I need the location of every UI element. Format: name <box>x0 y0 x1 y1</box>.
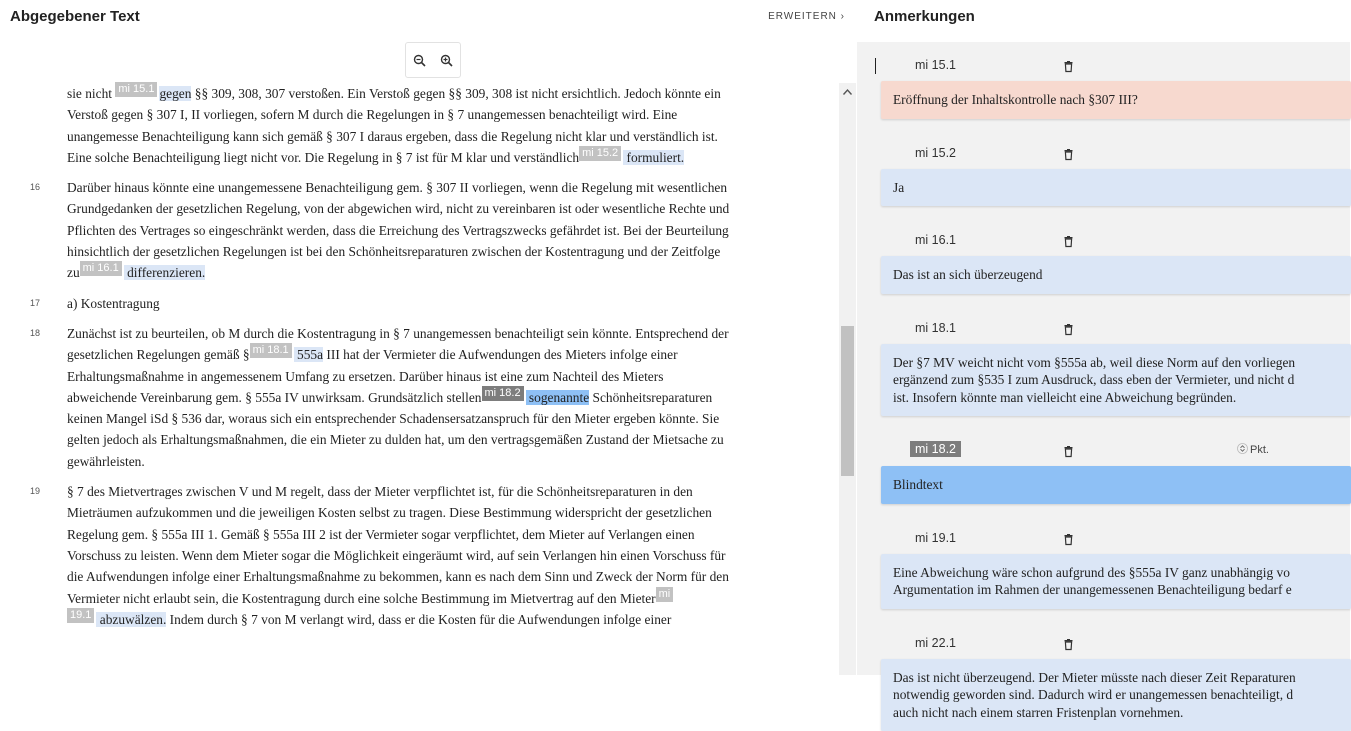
annotation-label[interactable]: mi 22.1 <box>915 636 956 650</box>
text-line <box>67 147 822 168</box>
annotation-header <box>881 229 1351 253</box>
text-segment: unangemesse Benachteiligung kann sich gemäß § 307 I daraus ergeben, dass die Regelung nicht klar und verständlich ist. <box>67 129 718 144</box>
text-segment: die Aufwendungen infolge einer Erhaltungsmaßnahme zu bekommen, kann es nach dem Sinn und Zweck der Norm für den <box>67 569 729 584</box>
panel-title: Abgegebener Text <box>10 8 140 25</box>
annotation-header <box>881 439 1351 463</box>
annotation-comment[interactable] <box>881 554 1351 609</box>
text-line <box>67 126 822 147</box>
comment-line: Eine Abweichung wäre schon aufgrund des §555a IV ganz unabhängig vo <box>893 564 1339 582</box>
scrollbar[interactable] <box>839 83 856 675</box>
text-segment: Schönheitsreparaturen <box>589 390 712 405</box>
text-line <box>67 262 822 283</box>
annotation-comment[interactable] <box>881 659 1351 731</box>
annotation-marker[interactable]: mi 15.1 <box>115 82 157 97</box>
text-segment: § 7 des Mietvertrages zwischen V und M regelt, dass der Mieter verpflichtet ist, für die Schönheitsreparaturen in den <box>67 484 693 499</box>
zoom-out-icon[interactable] <box>409 49 431 71</box>
text-line <box>67 323 822 344</box>
scrollbar-thumb[interactable] <box>841 326 854 476</box>
text-cursor <box>875 58 876 74</box>
text-highlight[interactable]: gegen <box>159 86 191 101</box>
annotation-label[interactable]: mi 15.1 <box>915 58 956 72</box>
text-paragraph <box>30 323 822 472</box>
scroll-up-arrow-icon[interactable] <box>839 83 856 100</box>
annotation-label[interactable]: mi 18.2 <box>910 441 961 457</box>
annotation-header <box>881 54 1351 78</box>
text-segment: Erhaltungsmaßnahme in angemessenem Umfang zu ersetzen. Darüber hinaus ist eine zum Nachteil des Mieters <box>67 369 663 384</box>
text-line <box>67 104 822 125</box>
annotation-label[interactable]: mi 19.1 <box>915 531 956 545</box>
text-line <box>67 387 822 408</box>
zoom-in-icon[interactable] <box>436 49 458 71</box>
text-paragraph <box>30 293 822 314</box>
text-segment: Vermieter nicht erlaubt sein, die Kostentragung durch eine solche Bestimmung im Mietvertrag auf den Mieter <box>67 591 656 606</box>
text-highlight[interactable]: abzuwälzen. <box>96 612 166 627</box>
annotation-comment[interactable] <box>881 344 1351 417</box>
text-line <box>67 545 822 566</box>
annotation-marker[interactable]: mi 15.2 <box>579 146 621 161</box>
text-line <box>67 198 822 219</box>
paragraph-number: 16 <box>30 177 50 198</box>
text-segment: keinen Mangel iSd § 536 dar, woraus sich ein entsprechender Schadensersatzanspruch für den Mieter ergeben könnte. Sie <box>67 411 719 426</box>
text-segment: gewährleisten. <box>67 454 145 469</box>
delete-icon[interactable] <box>1064 322 1073 340</box>
expand-button[interactable]: ERWEITERN › <box>768 11 845 22</box>
text-line <box>67 408 822 429</box>
delete-icon[interactable] <box>1064 59 1073 77</box>
text-highlight[interactable]: formuliert. <box>623 150 684 165</box>
text-line <box>67 451 822 472</box>
comment-line: Das ist an sich überzeugend <box>893 266 1339 284</box>
comment-line: Ja <box>893 179 1339 197</box>
annotations-panel <box>857 0 1350 675</box>
comment-line: Argumentation im Rahmen der unangemessenen Benachteiligung bedarf e <box>893 581 1339 599</box>
comment-line: ergänzend zum §535 I zum Ausdruck, dass eben der Vermieter, und nicht d <box>893 371 1339 389</box>
text-line <box>67 220 822 241</box>
comment-line: ist. Insofern könnte man vielleicht eine Abweichung begründen. <box>893 389 1339 407</box>
annotation-marker[interactable]: mi 18.2 <box>482 386 524 401</box>
points-stepper[interactable] <box>1237 443 1269 457</box>
text-line <box>67 241 822 262</box>
text-segment: sie nicht <box>67 86 115 101</box>
annotation-comment[interactable] <box>881 256 1351 294</box>
delete-icon[interactable] <box>1064 532 1073 550</box>
text-segment: Verstoß gegen § 307 I, II vorliegen, sofern M durch die Regelungen in § 7 unangemessen benachteiligt wird. Eine <box>67 107 677 122</box>
text-segment: Zunächst ist zu beurteilen, ob M durch die Kostentragung in § 7 unangemessen benachteiligt sein könnte. Entsprechend der <box>67 326 729 341</box>
text-segment: gelten jedoch als Erhaltungsmaßnahmen, die ein Mieter zu dulden hat, um den vertragsgemäßen Zustand der Mietsache zu <box>67 432 724 447</box>
text-paragraph <box>30 481 822 630</box>
text-line <box>67 83 822 104</box>
text-segment: §§ 309, 308, 307 verstoßen. Ein Verstoß gegen §§ 309, 308 ist nicht ersichtlich. Jedoch könnte ein <box>191 86 720 101</box>
comment-line: Blindtext <box>893 476 1339 494</box>
paragraph-number: 17 <box>30 293 50 314</box>
comment-line: auch nicht nach einem starren Fristenplan vornehmen. <box>893 704 1339 722</box>
text-segment: gesetzlichen Regelungen gemäß § <box>67 347 250 362</box>
text-paragraph <box>30 177 822 283</box>
text-segment: Grundgedanken der gesetzlichen Regelung, von der abgewichen wird, nicht zu vereinbaren ist oder wesentliche Rechte und <box>67 201 729 216</box>
delete-icon[interactable] <box>1064 637 1073 655</box>
annotation-marker[interactable]: mi 16.1 <box>80 261 122 276</box>
annotation-header <box>881 317 1351 341</box>
text-line <box>67 524 822 545</box>
annotation-header <box>881 632 1351 656</box>
text-segment: Indem durch § 7 von M verlangt wird, dass er die Kosten für die Aufwendungen infolge einer <box>166 612 671 627</box>
annotation-marker[interactable]: mi 18.1 <box>250 343 292 358</box>
text-line <box>67 293 822 314</box>
text-segment: III hat der Vermieter die Aufwendungen des Mieters infolge einer <box>323 347 677 362</box>
points-label: Pkt. <box>1250 444 1269 456</box>
text-segment: Eine solche Benachteiligung liegt nicht vor. Die Regelung in § 7 ist für M klar und verständlich <box>67 150 579 165</box>
annotation-label[interactable]: mi 18.1 <box>915 321 956 335</box>
text-line <box>67 609 822 630</box>
annotation-comment[interactable] <box>881 169 1351 207</box>
text-line <box>67 429 822 450</box>
annotation-header <box>881 527 1351 551</box>
delete-icon[interactable] <box>1064 234 1073 252</box>
text-line <box>67 481 822 502</box>
text-segment: Regelung gem. § 555a III 1. Gemäß § 555a III 2 ist der Vermieter sogar verpflichtet, dem Mieter auf Verlangen einen <box>67 527 695 542</box>
annotations-header <box>857 0 1350 42</box>
text-highlight[interactable]: differenzieren. <box>124 265 206 280</box>
text-segment: Pflichten des Vertrages so eingeschränkt werden, dass die Erreichung des Vertragszwecks gefährdet ist. Bei der Beurteilung <box>67 223 729 238</box>
text-segment: Vorschuss zu leisten. Wenn dem Mieter sogar die Möglichkeit eingeräumt wird, auf sein Verlangen hin einen Vorschuss für <box>67 548 726 563</box>
annotations-title: Anmerkungen <box>874 8 975 25</box>
text-highlight[interactable]: 555a <box>294 347 323 362</box>
annotation-comment[interactable] <box>881 466 1351 504</box>
annotation-comment[interactable] <box>881 81 1351 119</box>
text-line <box>67 366 822 387</box>
annotation-marker[interactable]: 19.1 <box>67 608 94 623</box>
comment-line: Eröffnung der Inhaltskontrolle nach §307 III? <box>893 91 1339 109</box>
text-segment: zu <box>67 265 80 280</box>
text-segment: Darüber hinaus könnte eine unangemessene Benachteiligung gem. § 307 II vorliegen, wenn die Regelung mit wesentlichen <box>67 180 727 195</box>
delete-icon[interactable] <box>1064 147 1073 165</box>
paragraph-number: 19 <box>30 481 50 502</box>
comment-line: Der §7 MV weicht nicht vom §555a ab, weil diese Norm auf den vorliegen <box>893 354 1339 372</box>
annotation-label[interactable]: mi 15.2 <box>915 146 956 160</box>
text-segment: abweichende Vereinbarung gem. § 555a IV unwirksam. Grundsätzlich stellen <box>67 390 482 405</box>
stepper-arrows-icon[interactable] <box>1237 443 1248 457</box>
annotation-marker[interactable]: mi <box>656 587 674 602</box>
text-segment: Mieträumen aufzukommen und die jeweiligen Kosten selbst zu tragen. Diese Bestimmung widerspricht der gesetzlichen <box>67 505 712 520</box>
paragraph-number: 18 <box>30 323 50 344</box>
text-line <box>67 502 822 523</box>
comment-line: Das ist nicht überzeugend. Der Mieter müsste nach dieser Zeit Reparaturen <box>893 669 1339 687</box>
comment-line: notwendig geworden sind. Dadurch wird er unangemessen benachteiligt, d <box>893 686 1339 704</box>
text-line <box>67 566 822 587</box>
delete-icon[interactable] <box>1064 444 1073 462</box>
text-paragraph <box>30 83 822 168</box>
zoom-controls <box>405 42 461 78</box>
text-segment: hinsichtlich der gesetzlichen Regelungen ist bei den Schönheitsreparaturen zwischen der Kostentragung und der Zeitfolge <box>67 244 720 259</box>
text-line <box>67 344 822 365</box>
submitted-text-body <box>30 83 822 675</box>
text-line <box>67 588 822 609</box>
annotation-header <box>881 142 1351 166</box>
selected-highlight[interactable]: sogenannte <box>526 390 590 405</box>
text-line <box>67 177 822 198</box>
text-segment: a) Kostentragung <box>67 296 160 311</box>
annotation-label[interactable]: mi 16.1 <box>915 233 956 247</box>
